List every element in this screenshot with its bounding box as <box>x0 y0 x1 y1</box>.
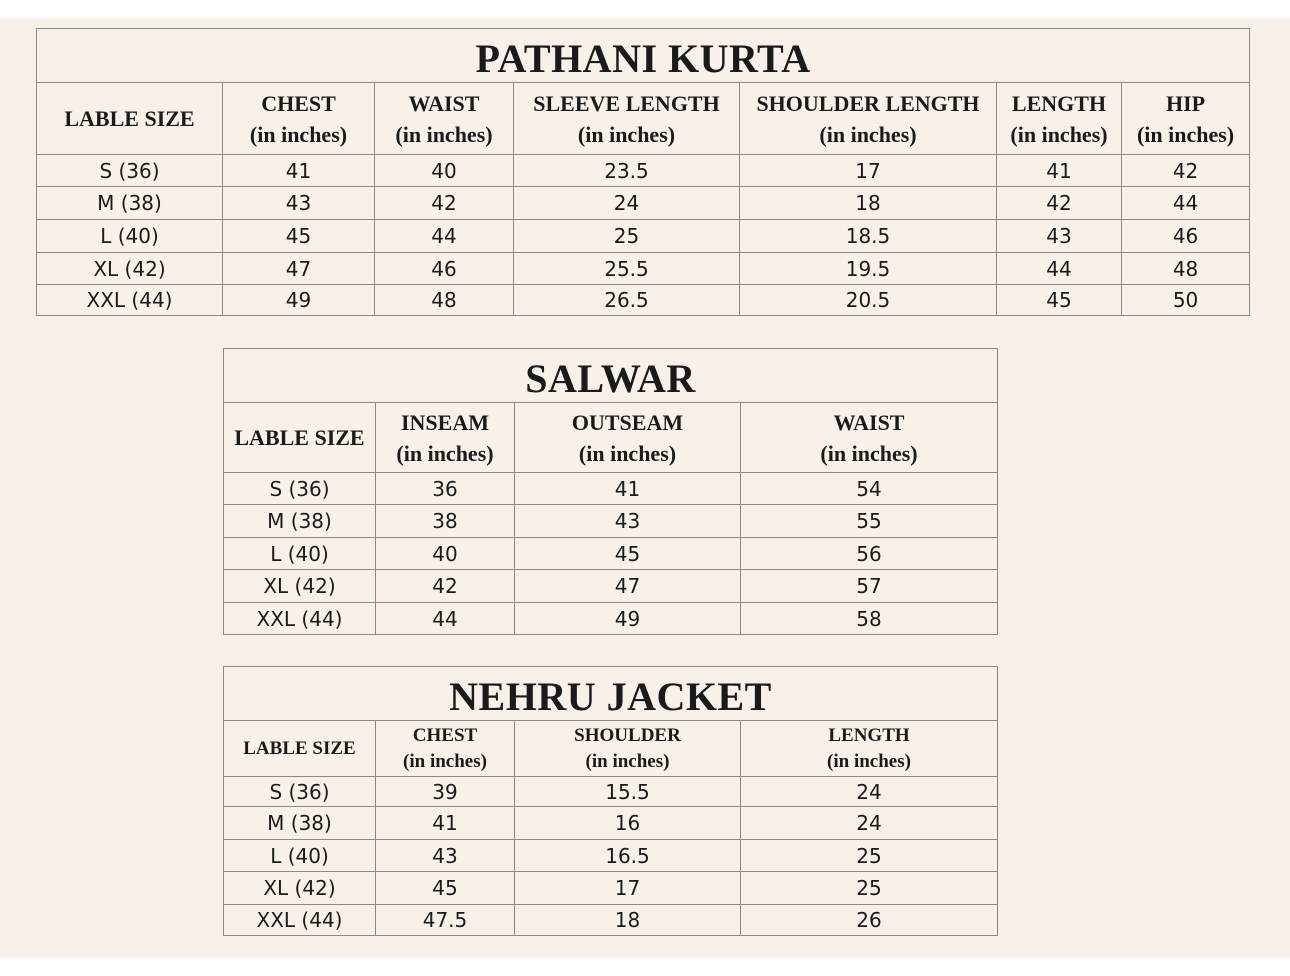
column-header-chest: CHEST (in inches) <box>223 83 375 155</box>
value-cell: 42 <box>376 570 515 603</box>
size-cell: L (40) <box>37 220 223 253</box>
column-header-length: LENGTH (in inches) <box>741 721 998 777</box>
value-cell: 25 <box>741 840 998 872</box>
table-row <box>37 253 1250 285</box>
table-row <box>224 570 998 603</box>
size-column-header: LABLE SIZE <box>224 403 376 473</box>
value-cell: 46 <box>1122 220 1250 253</box>
pathani-kurta-table <box>36 28 1250 316</box>
column-header-hip: HIP (in inches) <box>1122 83 1250 155</box>
size-cell: S (36) <box>37 155 223 187</box>
size-cell: S (36) <box>224 473 376 505</box>
value-cell: 24 <box>741 807 998 840</box>
size-cell: M (38) <box>224 807 376 840</box>
column-header-outseam: OUTSEAM (in inches) <box>515 403 741 473</box>
value-cell: 44 <box>375 220 514 253</box>
value-cell: 26 <box>741 905 998 936</box>
value-cell: 41 <box>376 807 515 840</box>
value-cell: 15.5 <box>515 777 741 807</box>
value-cell: 39 <box>376 777 515 807</box>
value-cell: 16 <box>515 807 741 840</box>
value-cell: 48 <box>375 285 514 316</box>
column-header-inseam: INSEAM (in inches) <box>376 403 515 473</box>
column-header-waist: WAIST (in inches) <box>375 83 514 155</box>
value-cell: 45 <box>515 538 741 570</box>
value-cell: 36 <box>376 473 515 505</box>
value-cell: 41 <box>997 155 1122 187</box>
column-header-chest: CHEST (in inches) <box>376 721 515 777</box>
value-cell: 43 <box>997 220 1122 253</box>
value-cell: 40 <box>375 155 514 187</box>
value-cell: 17 <box>740 155 997 187</box>
table-title: PATHANI KURTA <box>37 29 1250 83</box>
size-column-header: LABLE SIZE <box>224 721 376 777</box>
value-cell: 43 <box>376 840 515 872</box>
value-cell: 50 <box>1122 285 1250 316</box>
value-cell: 44 <box>376 603 515 635</box>
value-cell: 45 <box>376 872 515 905</box>
size-cell: XXL (44) <box>224 603 376 635</box>
value-cell: 58 <box>741 603 998 635</box>
value-cell: 44 <box>997 253 1122 285</box>
value-cell: 45 <box>997 285 1122 316</box>
column-header-shoulder-length: SHOULDER LENGTH (in inches) <box>740 83 997 155</box>
value-cell: 19.5 <box>740 253 997 285</box>
value-cell: 17 <box>515 872 741 905</box>
value-cell: 49 <box>515 603 741 635</box>
column-header-length: LENGTH (in inches) <box>997 83 1122 155</box>
size-cell: XL (42) <box>37 253 223 285</box>
value-cell: 25 <box>741 872 998 905</box>
size-cell: L (40) <box>224 840 376 872</box>
value-cell: 18.5 <box>740 220 997 253</box>
value-cell: 55 <box>741 505 998 538</box>
table-row <box>224 905 998 936</box>
table-row <box>37 220 1250 253</box>
table-row <box>37 285 1250 316</box>
value-cell: 25 <box>514 220 740 253</box>
value-cell: 44 <box>1122 187 1250 220</box>
value-cell: 41 <box>223 155 375 187</box>
value-cell: 25.5 <box>514 253 740 285</box>
table-row <box>37 187 1250 220</box>
nehru-jacket-table <box>223 666 998 936</box>
value-cell: 45 <box>223 220 375 253</box>
value-cell: 24 <box>514 187 740 220</box>
value-cell: 46 <box>375 253 514 285</box>
value-cell: 49 <box>223 285 375 316</box>
table-row <box>224 538 998 570</box>
size-cell: XL (42) <box>224 872 376 905</box>
value-cell: 16.5 <box>515 840 741 872</box>
table-title: NEHRU JACKET <box>224 667 998 721</box>
value-cell: 48 <box>1122 253 1250 285</box>
value-cell: 43 <box>515 505 741 538</box>
value-cell: 40 <box>376 538 515 570</box>
column-header-waist: WAIST (in inches) <box>741 403 998 473</box>
size-cell: L (40) <box>224 538 376 570</box>
value-cell: 24 <box>741 777 998 807</box>
size-cell: M (38) <box>224 505 376 538</box>
table-row <box>37 155 1250 187</box>
table-row <box>224 603 998 635</box>
salwar-table <box>223 348 998 635</box>
table-row <box>224 777 998 807</box>
value-cell: 23.5 <box>514 155 740 187</box>
table-row <box>224 840 998 872</box>
value-cell: 54 <box>741 473 998 505</box>
value-cell: 47.5 <box>376 905 515 936</box>
value-cell: 56 <box>741 538 998 570</box>
value-cell: 38 <box>376 505 515 538</box>
table-row <box>224 872 998 905</box>
size-cell: XL (42) <box>224 570 376 603</box>
value-cell: 47 <box>515 570 741 603</box>
value-cell: 26.5 <box>514 285 740 316</box>
table-row <box>224 473 998 505</box>
column-header-shoulder: SHOULDER (in inches) <box>515 721 741 777</box>
column-header-sleeve-length: SLEEVE LENGTH (in inches) <box>514 83 740 155</box>
value-cell: 43 <box>223 187 375 220</box>
value-cell: 42 <box>375 187 514 220</box>
value-cell: 42 <box>997 187 1122 220</box>
size-cell: XXL (44) <box>224 905 376 936</box>
size-column-header: LABLE SIZE <box>37 83 223 155</box>
table-title: SALWAR <box>224 349 998 403</box>
size-cell: M (38) <box>37 187 223 220</box>
table-row <box>224 807 998 840</box>
value-cell: 41 <box>515 473 741 505</box>
value-cell: 20.5 <box>740 285 997 316</box>
value-cell: 18 <box>740 187 997 220</box>
table-row <box>224 505 998 538</box>
value-cell: 42 <box>1122 155 1250 187</box>
size-cell: XXL (44) <box>37 285 223 316</box>
value-cell: 47 <box>223 253 375 285</box>
size-cell: S (36) <box>224 777 376 807</box>
value-cell: 57 <box>741 570 998 603</box>
value-cell: 18 <box>515 905 741 936</box>
